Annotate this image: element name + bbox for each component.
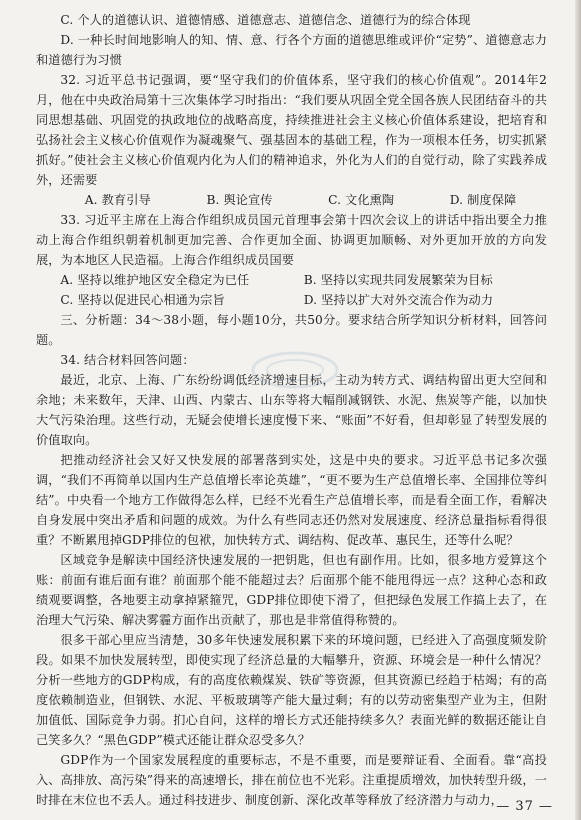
q32-stem: 32. 习近平总书记强调，要“坚守我们的价值体系，坚守我们的核心价值观”。2014年2月，他在中央政治局第十三次集体学习时指出：“我们要从巩固全党全国各族人民团结奋斗的共同思想基础、巩固党的执政地位的战略高度，持续推进社会主义核心价值体系建设，把培育和弘扬社会主义核心价值观作为凝魂聚气、强基固本的基础工程，作为一项根本任务，切实抓紧抓好。”使社会主义核心价值观内化为人们的精神追求，外化为人们的自觉行动，除了实践养成外，还需要	[36, 73, 547, 187]
q32-options	[36, 190, 547, 210]
q33-option-b: B. 坚持以实现共同发展繁荣为目标	[303, 273, 493, 287]
q34-paragraph: 区域竞争是解读中国经济快速发展的一把钥匙，但也有副作用。比如，很多地方爱算这个账：前面有谁后面有谁？前面那个能不能超过去？后面那个能不能甩得远一点？这种心态和政绩观要调整，各地要主动拿掉紧箍咒，GDP排位即使下滑了，但把绿色发展工作搞上去了，在治理大气污染、解决雾霾方面作出贡献了，那也是非常值得称赞的。	[36, 553, 547, 627]
page-edge-shadow	[575, 0, 581, 820]
q34-paragraph: 最近，北京、上海、广东纷纷调低经济增速目标，主动为转方式、调结构留出更大空间和余地；未来数年，天津、山西、内蒙古、山东等将大幅削减钢铁、水泥、焦炭等产能，以加快大气污染治理。这些行动，无疑会使增长速度慢下来、“账面”不好看，但却彰显了转型发展的价值取向。	[36, 373, 547, 447]
q32-option-c: C. 文化熏陶	[328, 193, 395, 207]
question-34	[36, 350, 547, 810]
page-number: — 37 —	[496, 799, 553, 814]
q33-option-a: A. 坚持以维护地区安全稳定为已任	[60, 273, 250, 287]
q33-option-c: C. 坚持以促进民心相通为宗旨	[60, 293, 225, 307]
q32-option-d: D. 制度保障	[449, 193, 517, 207]
q32-option-a: A. 教育引导	[84, 193, 151, 207]
question-32	[36, 70, 547, 210]
q33-stem: 33. 习近平主席在上海合作组织成员国元首理事会第十四次会议上的讲话中指出要全力推动上海合作组织朝着机制更加完善、合作更加全面、协调更加顺畅、对外更加开放的方向发展，为本地区人民造福。上海合作组织成员国要	[36, 213, 547, 267]
q34-title: 34. 结合材料回答问题：	[60, 353, 195, 367]
q34-paragraph: GDP作为一个国家发展程度的重要标志，不是不重要，而是要辩证看、全面看。靠“高投入、高排放、高污染”得来的高速增长，排在前位也不光彩。注重提质增效，加快转型升级，一时排在末位也不丢人。通过科技进步、制度创新、深化改革等释放了经济潜力与动力，	[36, 753, 547, 807]
q31-option-d: D. 一种长时间地影响人的知、情、意、行各个方面的道德思维或评价“定势”、道德意志力和道德行为习惯	[36, 33, 547, 67]
q34-paragraph: 很多干部心里应当清楚，30多年快速发展积累下来的环境问题，已经进入了高强度频发阶段。如果不加快发展转型，即使实现了经济总量的大幅攀升，资源、环境会是一种什么情况？分析一些地方的GDP构成，有的高度依赖煤炭、铁矿等资源，但其资源已经趋于枯竭；有的高度依赖制造业，但钢铁、水泥、平板玻璃等产能大量过剩；有的以劳动密集型产业为主，但附加值低、国际竞争力弱。扪心自问，这样的增长方式还能持续多久？表面光鲜的数据还能让自己笑多久？“黑色GDP”模式还能让群众忍受多久？	[36, 633, 547, 747]
question-33	[36, 210, 547, 310]
q33-options-row-2	[36, 290, 547, 310]
q32-option-b: B. 舆论宣传	[206, 193, 273, 207]
q33-options-row-1	[36, 270, 547, 290]
watermark-logo	[250, 350, 340, 390]
q33-option-d: D. 坚持以扩大对外交流合作为动力	[303, 293, 494, 307]
q34-paragraph: 把推动经济社会又好又快发展的部署落到实处，这是中央的要求。习近平总书记多次强调，“我们不再简单以国内生产总值增长率论英雄”，“更不要为生产总值增长率、全国排位等纠结”。中央看一个地方工作做得怎么样，已经不光看生产总值增长率，而是看全面工作，看解决自身发展中突出矛盾和问题的成效。为什么有些同志还仍然对发展速度、经济总量指标看得很重？不断累甩掉GDP排位的包袱，加快转方式、调结构、促改革、惠民生，还等什么呢？	[36, 453, 547, 547]
question-31-tail	[36, 10, 547, 70]
section-heading: 三、分析题：34～38小题，每小题10分，共50分。要求结合所学知识分析材料，回答问题。	[36, 313, 547, 347]
q31-option-c: C. 个人的道德认识、道德情感、道德意志、道德信念、道德行为的综合体现	[60, 13, 471, 27]
